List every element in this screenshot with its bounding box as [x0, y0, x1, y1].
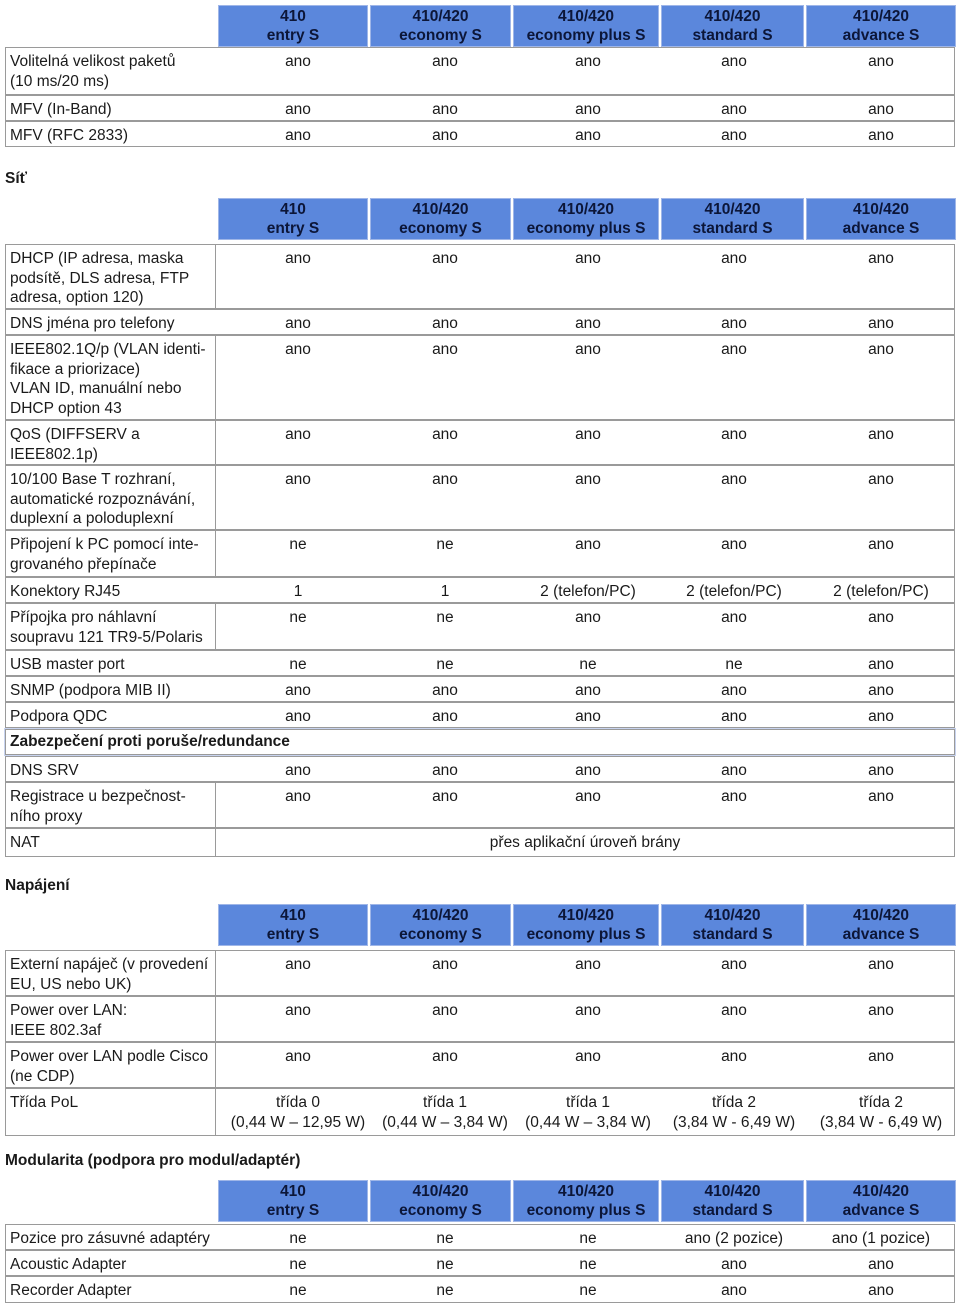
cell-value: ano: [721, 127, 747, 144]
column-header: 410 entry S: [218, 1180, 368, 1222]
cell-value: ano: [868, 1282, 894, 1299]
row-label: Připojení k PC pomocí inte- grovaného přepínače: [6, 531, 216, 576]
table-row: [5, 530, 955, 577]
row-label: Pozice pro zásuvné adaptéry: [10, 1230, 210, 1247]
cell-value: 2 (telefon/PC): [833, 583, 929, 600]
column-header: 410/420 economy S: [370, 904, 511, 946]
cell-value: ano: [868, 426, 894, 443]
row-label: IEEE802.1Q/p (VLAN identi- fikace a priorizace) VLAN ID, manuální nebo DHCP option 43: [6, 336, 216, 419]
cell-value: třída 2 (3,84 W - 6,49 W): [672, 1094, 796, 1131]
cell-value: ano: [432, 708, 458, 725]
cell-value: ano: [575, 536, 601, 553]
cell-value: ano: [868, 127, 894, 144]
cell-value: ano: [868, 682, 894, 699]
cell-value: ano: [432, 1048, 458, 1065]
cell-value: ano: [575, 341, 601, 358]
cell-value: ano: [721, 1048, 747, 1065]
cell-value: ne: [579, 1256, 597, 1273]
cell-value: ano: [432, 762, 458, 779]
row-label: DNS SRV: [10, 762, 79, 779]
cell-value: ano: [285, 708, 311, 725]
cell-value: ano: [285, 471, 311, 488]
table-row: [5, 1276, 955, 1303]
cell-value: ano: [868, 53, 894, 70]
table-row: [5, 676, 955, 702]
row-label: Acoustic Adapter: [10, 1256, 127, 1273]
table-row: [5, 465, 955, 530]
table-row: [5, 121, 955, 147]
cell-value: ne: [436, 1282, 454, 1299]
cell-value: třída 2 (3,84 W - 6,49 W): [819, 1094, 943, 1131]
cell-value: ano: [575, 1002, 601, 1019]
cell-value: ano: [721, 426, 747, 443]
table-header-modular: [0, 1180, 960, 1222]
cell-value: ano: [721, 101, 747, 118]
cell-value: ne: [436, 1256, 454, 1273]
cell-value: 1: [293, 583, 303, 600]
column-header: 410/420 standard S: [661, 1180, 804, 1222]
table-header-network: [0, 198, 960, 240]
cell-value: ano: [868, 341, 894, 358]
cell-value: ne: [289, 609, 307, 626]
cell-value: ano: [721, 471, 747, 488]
cell-value: ano: [432, 127, 458, 144]
column-header: 410 entry S: [218, 904, 368, 946]
cell-value: ne: [436, 609, 454, 626]
table-row: [5, 577, 955, 603]
cell-value: ne: [579, 1282, 597, 1299]
cell-value: ano: [285, 956, 311, 973]
row-label: Volitelná velikost paketů (10 ms/20 ms): [10, 53, 176, 90]
cell-value: ano: [868, 101, 894, 118]
cell-value: ano: [721, 250, 747, 267]
cell-value: ano: [868, 656, 894, 673]
column-header: 410 entry S: [218, 198, 368, 240]
cell-value: ano: [432, 682, 458, 699]
cell-value: ano: [721, 1256, 747, 1273]
cell-value: 2 (telefon/PC): [686, 583, 782, 600]
table-row: [5, 420, 955, 465]
table-row: [5, 1224, 955, 1250]
table-row: [5, 650, 955, 676]
cell-value: ano: [575, 315, 601, 332]
section-title: Modularita (podpora pro modul/adaptér): [5, 1152, 301, 1169]
cell-value: ne: [725, 656, 743, 673]
cell-value: ano: [575, 788, 601, 805]
table-row: [5, 1042, 955, 1088]
row-label: SNMP (podpora MIB II): [10, 682, 171, 699]
column-header: 410/420 advance S: [806, 1180, 956, 1222]
cell-value: ano: [721, 609, 747, 626]
cell-value: ano: [721, 788, 747, 805]
cell-value: ne: [579, 656, 597, 673]
cell-value: ne: [436, 536, 454, 553]
cell-value: ano: [285, 1048, 311, 1065]
cell-value: ano: [575, 1048, 601, 1065]
cell-value: ano: [575, 426, 601, 443]
cell-value: ano: [868, 1256, 894, 1273]
cell-value: ano: [575, 708, 601, 725]
column-header: 410/420 economy S: [370, 198, 511, 240]
cell-value: ano: [285, 53, 311, 70]
table-row: [5, 782, 955, 828]
cell-value: ano: [575, 956, 601, 973]
cell-value: ano: [868, 956, 894, 973]
column-header: 410/420 economy plus S: [513, 904, 659, 946]
cell-value: ano: [285, 762, 311, 779]
row-label: MFV (RFC 2833): [10, 127, 128, 144]
cell-value: ano: [432, 956, 458, 973]
row-label: USB master port: [10, 656, 125, 673]
column-header: 410/420 advance S: [806, 5, 956, 47]
row-label: Třída PoL: [6, 1089, 216, 1135]
table-header-top: [0, 5, 960, 47]
cell-value: ano: [432, 315, 458, 332]
cell-value: ano: [721, 53, 747, 70]
cell-value: ano: [575, 762, 601, 779]
cell-value: ne: [289, 1256, 307, 1273]
cell-value: ano: [432, 250, 458, 267]
table-row: [5, 756, 955, 782]
cell-value: ano: [868, 1002, 894, 1019]
cell-value: ano (2 pozice): [684, 1230, 784, 1247]
cell-value: ano: [721, 956, 747, 973]
column-header: 410/420 economy S: [370, 1180, 511, 1222]
cell-value: ano: [432, 1002, 458, 1019]
row-label: Recorder Adapter: [10, 1282, 132, 1299]
cell-value: ano: [868, 788, 894, 805]
cell-value: ano: [868, 250, 894, 267]
cell-value: ne: [436, 1230, 454, 1247]
table-row: [5, 603, 955, 650]
row-label: NAT: [6, 829, 216, 856]
cell-value: ano: [721, 708, 747, 725]
cell-value: ano: [868, 762, 894, 779]
row-label: QoS (DIFFSERV a IEEE802.1p): [6, 421, 216, 464]
section-title: Síť: [5, 170, 28, 187]
cell-value: ano: [721, 315, 747, 332]
cell-value: ne: [289, 1230, 307, 1247]
table-header-power: [0, 904, 960, 946]
table-row: [5, 950, 955, 996]
column-header: 410/420 advance S: [806, 904, 956, 946]
table-row: [5, 1088, 955, 1136]
row-label: Podpora QDC: [10, 708, 108, 725]
cell-value: ano: [721, 536, 747, 553]
cell-value: ano: [575, 471, 601, 488]
cell-value: ano (1 pozice): [831, 1230, 931, 1247]
cell-value: ano: [432, 471, 458, 488]
cell-value: ano: [432, 341, 458, 358]
cell-value: ano: [721, 341, 747, 358]
cell-value: ano: [868, 1048, 894, 1065]
row-label: Power over LAN podle Cisco (ne CDP): [6, 1043, 216, 1087]
column-header: 410/420 standard S: [661, 198, 804, 240]
cell-value: ano: [868, 315, 894, 332]
cell-value: ano: [575, 127, 601, 144]
cell-value: ano: [285, 682, 311, 699]
table-row: [5, 828, 955, 857]
table-row: [5, 95, 955, 121]
cell-value: ano: [868, 609, 894, 626]
table-row: [5, 702, 955, 728]
row-label: Power over LAN: IEEE 802.3af: [6, 997, 216, 1041]
cell-value: ne: [289, 536, 307, 553]
cell-value: ano: [285, 315, 311, 332]
table-row: [5, 309, 955, 335]
cell-value: třída 0 (0,44 W – 12,95 W): [230, 1094, 366, 1131]
cell-value-span: přes aplikační úroveň brány: [489, 834, 681, 851]
section-title: Napájení: [5, 877, 70, 894]
cell-value: ano: [575, 682, 601, 699]
table-row: [5, 47, 955, 95]
cell-value: ano: [285, 341, 311, 358]
row-label: Registrace u bezpečnost- ního proxy: [6, 783, 216, 827]
column-header: 410/420 economy plus S: [513, 1180, 659, 1222]
cell-value: ano: [721, 682, 747, 699]
section-title: Zabezpečení proti poruše/redundance: [5, 729, 955, 755]
cell-value: ano: [432, 53, 458, 70]
cell-value: ne: [579, 1230, 597, 1247]
cell-value: ne: [289, 656, 307, 673]
cell-value: ano: [432, 101, 458, 118]
column-header: 410/420 standard S: [661, 904, 804, 946]
cell-value: třída 1 (0,44 W – 3,84 W): [382, 1094, 508, 1131]
cell-value: ano: [721, 762, 747, 779]
cell-value: ano: [285, 127, 311, 144]
cell-value: ano: [432, 426, 458, 443]
cell-value: ne: [289, 1282, 307, 1299]
cell-value: 1: [440, 583, 450, 600]
cell-value: ano: [868, 536, 894, 553]
row-label: DHCP (IP adresa, maska podsítě, DLS adresa, FTP adresa, option 120): [6, 245, 216, 308]
cell-value: ano: [868, 471, 894, 488]
cell-value: ano: [721, 1002, 747, 1019]
cell-value: ano: [432, 788, 458, 805]
column-header: 410/420 economy plus S: [513, 5, 659, 47]
column-header: 410/420 economy plus S: [513, 198, 659, 240]
row-label: DNS jména pro telefony: [10, 315, 175, 332]
table-row: [5, 996, 955, 1042]
cell-value: ano: [575, 53, 601, 70]
column-header: 410/420 standard S: [661, 5, 804, 47]
row-label: Externí napáječ (v provedení EU, US nebo UK): [6, 951, 216, 995]
table-row: [5, 244, 955, 309]
column-header: 410/420 economy S: [370, 5, 511, 47]
cell-value: ano: [285, 1002, 311, 1019]
cell-value: ano: [868, 708, 894, 725]
cell-value: ano: [285, 426, 311, 443]
table-row: [5, 335, 955, 420]
table-row: [5, 1250, 955, 1276]
cell-value: ano: [285, 101, 311, 118]
cell-value: ano: [285, 250, 311, 267]
cell-value: ano: [575, 250, 601, 267]
cell-value: ano: [285, 788, 311, 805]
cell-value: ano: [575, 101, 601, 118]
row-label: 10/100 Base T rozhraní, automatické rozpoznávání, duplexní a poloduplexní: [6, 466, 216, 529]
row-label: Konektory RJ45: [10, 583, 121, 600]
column-header: 410 entry S: [218, 5, 368, 47]
cell-value: 2 (telefon/PC): [540, 583, 636, 600]
cell-value: třída 1 (0,44 W – 3,84 W): [525, 1094, 651, 1131]
row-label: Přípojka pro náhlavní soupravu 121 TR9-5/Polaris: [6, 604, 216, 649]
cell-value: ano: [575, 609, 601, 626]
column-header: 410/420 advance S: [806, 198, 956, 240]
cell-value: ne: [436, 656, 454, 673]
row-label: MFV (In-Band): [10, 101, 112, 118]
cell-value: ano: [721, 1282, 747, 1299]
